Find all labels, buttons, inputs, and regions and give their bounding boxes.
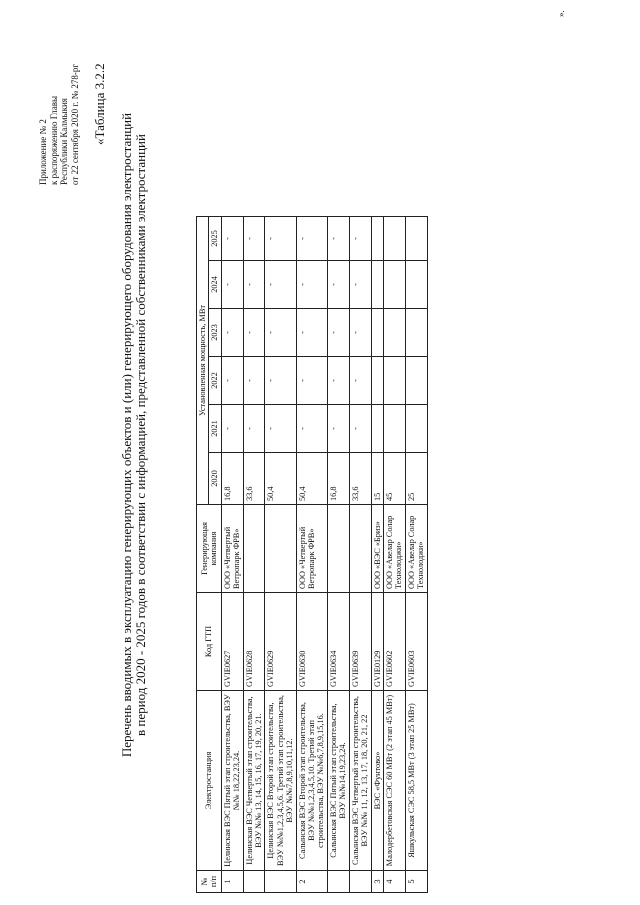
header-capacity: Установленная мощность, МВт xyxy=(197,217,209,505)
header-year: 2023 xyxy=(209,309,221,357)
cell-code: GVIE0129 xyxy=(371,593,383,691)
cell-capacity: - xyxy=(221,405,243,453)
cell-code: GVIE0627 xyxy=(221,593,243,691)
cell-company: ООО «Четвертый Ветропарк ФРВ» xyxy=(221,505,243,593)
appendix-line: от 22 сентября 2020 г. № 278-рг xyxy=(69,63,80,185)
cell-station: Целинская ВЭС Второй этап строительства, ВЭУ №№1,2,3,4,5,6. Третий этап строительства, ВЭУ №№7,8,9,10,11,12. xyxy=(265,691,296,871)
cell-num xyxy=(349,871,371,893)
cell-capacity: - xyxy=(327,405,349,453)
cell-station: Малодербетовская СЭС 60 МВт (2 этап 45 МВт) xyxy=(383,691,405,871)
header-year: 2024 xyxy=(209,261,221,309)
cell-capacity: - xyxy=(327,357,349,405)
cell-capacity: - xyxy=(243,357,265,405)
cell-capacity xyxy=(405,357,427,405)
cell-capacity: 33,6 xyxy=(243,453,265,505)
table-row xyxy=(371,217,383,893)
cell-capacity: 16,8 xyxy=(221,453,243,505)
header-station: Электростанция xyxy=(197,691,222,871)
cell-num: 2 xyxy=(296,871,327,893)
cell-capacity: - xyxy=(221,357,243,405)
cell-capacity xyxy=(405,309,427,357)
cell-capacity: - xyxy=(327,261,349,309)
cell-capacity: - xyxy=(349,261,371,309)
cell-capacity xyxy=(371,309,383,357)
cell-num: 3 xyxy=(371,871,383,893)
cell-company xyxy=(243,505,265,593)
cell-code: GVIE0630 xyxy=(296,593,327,691)
cell-capacity: - xyxy=(243,309,265,357)
cell-num: 4 xyxy=(383,871,405,893)
heading-line: Перечень вводимых в эксплуатацию генерирующих объектов и (или) генерирующего оборудования электростанций xyxy=(119,112,134,758)
table-body xyxy=(221,217,427,893)
header-code: Код ГТП xyxy=(197,593,222,691)
cell-capacity xyxy=(405,261,427,309)
cell-capacity: - xyxy=(265,405,296,453)
cell-company: ООО «Четвертый Ветропарк ФРВ» xyxy=(296,505,327,593)
cell-capacity: - xyxy=(296,309,327,357)
header-company: Генерирующая компания xyxy=(197,505,222,593)
cell-capacity: 50,4 xyxy=(296,453,327,505)
cell-capacity: 15 xyxy=(371,453,383,505)
header-num: № п/п xyxy=(197,871,222,893)
cell-capacity xyxy=(383,261,405,309)
appendix-line: Республики Калмыкия xyxy=(59,98,69,185)
table-row xyxy=(243,217,265,893)
generation-table xyxy=(196,216,428,893)
table-row xyxy=(405,217,427,893)
cell-capacity xyxy=(405,217,427,261)
table-reference: «Таблица 3.2.2 xyxy=(92,63,107,145)
heading-line: в период 2020 - 2025 годов в соответствии с информацией, представленной собственниками электростанций xyxy=(133,134,148,736)
cell-num xyxy=(327,871,349,893)
cell-company xyxy=(327,505,349,593)
appendix-line: Приложение № 2 xyxy=(38,119,48,185)
cell-code: GVIE0629 xyxy=(265,593,296,691)
cell-station: Яшкульская СЭС 58,5 МВт (3 этап 25 МВт) xyxy=(405,691,427,871)
cell-num: 1 xyxy=(221,871,243,893)
cell-capacity xyxy=(383,405,405,453)
cell-capacity: - xyxy=(265,309,296,357)
cell-station: Салынская ВЭС Четвертый этап строительства, ВЭУ №№ 11, 12, 13, 17, 18, 20, 21, 22 xyxy=(349,691,371,871)
cell-capacity: - xyxy=(327,309,349,357)
cell-capacity: - xyxy=(221,217,243,261)
cell-num xyxy=(265,871,296,893)
cell-capacity xyxy=(383,217,405,261)
closing-quote: ». xyxy=(556,10,566,17)
cell-station: ВЭС «Фунтово» xyxy=(371,691,383,871)
cell-capacity xyxy=(383,357,405,405)
header-year: 2025 xyxy=(209,217,221,261)
cell-capacity: - xyxy=(265,261,296,309)
cell-code: GVIE0634 xyxy=(327,593,349,691)
appendix-line: к распоряжению Главы xyxy=(48,95,59,185)
cell-capacity xyxy=(371,217,383,261)
table-row xyxy=(349,217,371,893)
cell-capacity xyxy=(371,405,383,453)
header-year: 2021 xyxy=(209,405,221,453)
cell-company: ООО «Авелар Солар Технолоджи» xyxy=(405,505,427,593)
cell-company: ООО «Авелар Солар Технолоджи» xyxy=(383,505,405,593)
table-row xyxy=(221,217,243,893)
cell-station: Салынская ВЭС Второй этап строительства, ВЭУ №№1,2,3,4,5,10. Третий этап строительства, ВЭУ №№6,7,8,9,15,16. xyxy=(296,691,327,871)
cell-num: 5 xyxy=(405,871,427,893)
cell-capacity: - xyxy=(296,357,327,405)
cell-capacity: - xyxy=(296,405,327,453)
cell-capacity xyxy=(371,261,383,309)
cell-capacity: - xyxy=(296,261,327,309)
cell-capacity: - xyxy=(265,217,296,261)
cell-capacity: - xyxy=(349,357,371,405)
cell-capacity: - xyxy=(296,217,327,261)
cell-capacity: 33,6 xyxy=(349,453,371,505)
cell-company: ООО «ВЭС «Бриз» xyxy=(371,505,383,593)
cell-num xyxy=(243,871,265,893)
cell-capacity: - xyxy=(243,405,265,453)
cell-code: GVIE0628 xyxy=(243,593,265,691)
table-row xyxy=(327,217,349,893)
cell-station: Целинская ВЭС Четвертый этап строительства, ВЭУ №№ 13, 14, 15, 16, 17, 19, 20, 21. xyxy=(243,691,265,871)
cell-capacity: 50,4 xyxy=(265,453,296,505)
cell-capacity: - xyxy=(349,405,371,453)
cell-capacity: - xyxy=(243,217,265,261)
cell-capacity: - xyxy=(243,261,265,309)
cell-company xyxy=(265,505,296,593)
cell-capacity xyxy=(405,405,427,453)
appendix-note xyxy=(38,64,80,185)
header-year: 2022 xyxy=(209,357,221,405)
table-row xyxy=(296,217,327,893)
cell-capacity: - xyxy=(221,261,243,309)
cell-capacity xyxy=(371,357,383,405)
cell-capacity: - xyxy=(349,309,371,357)
cell-code: GVIE0602 xyxy=(383,593,405,691)
cell-code: GVIE0603 xyxy=(405,593,427,691)
cell-code: GVIE0639 xyxy=(349,593,371,691)
cell-capacity: 16,8 xyxy=(327,453,349,505)
cell-company xyxy=(349,505,371,593)
header-year: 2020 xyxy=(209,453,221,505)
cell-capacity: - xyxy=(221,309,243,357)
cell-station: Салынская ВЭС Пятый этап строительства, ВЭУ №№14,19,23,24. xyxy=(327,691,349,871)
cell-station: Целинская ВЭС Пятый этап строительства, ВЭУ №№ 18,22,23,24. xyxy=(221,691,243,871)
cell-capacity: - xyxy=(265,357,296,405)
cell-capacity xyxy=(383,309,405,357)
table-header-row xyxy=(197,217,209,893)
cell-capacity: - xyxy=(349,217,371,261)
cell-capacity: - xyxy=(327,217,349,261)
cell-capacity: 45 xyxy=(383,453,405,505)
table-row xyxy=(265,217,296,893)
cell-capacity: 25 xyxy=(405,453,427,505)
table-row xyxy=(383,217,405,893)
document-heading xyxy=(120,85,148,785)
